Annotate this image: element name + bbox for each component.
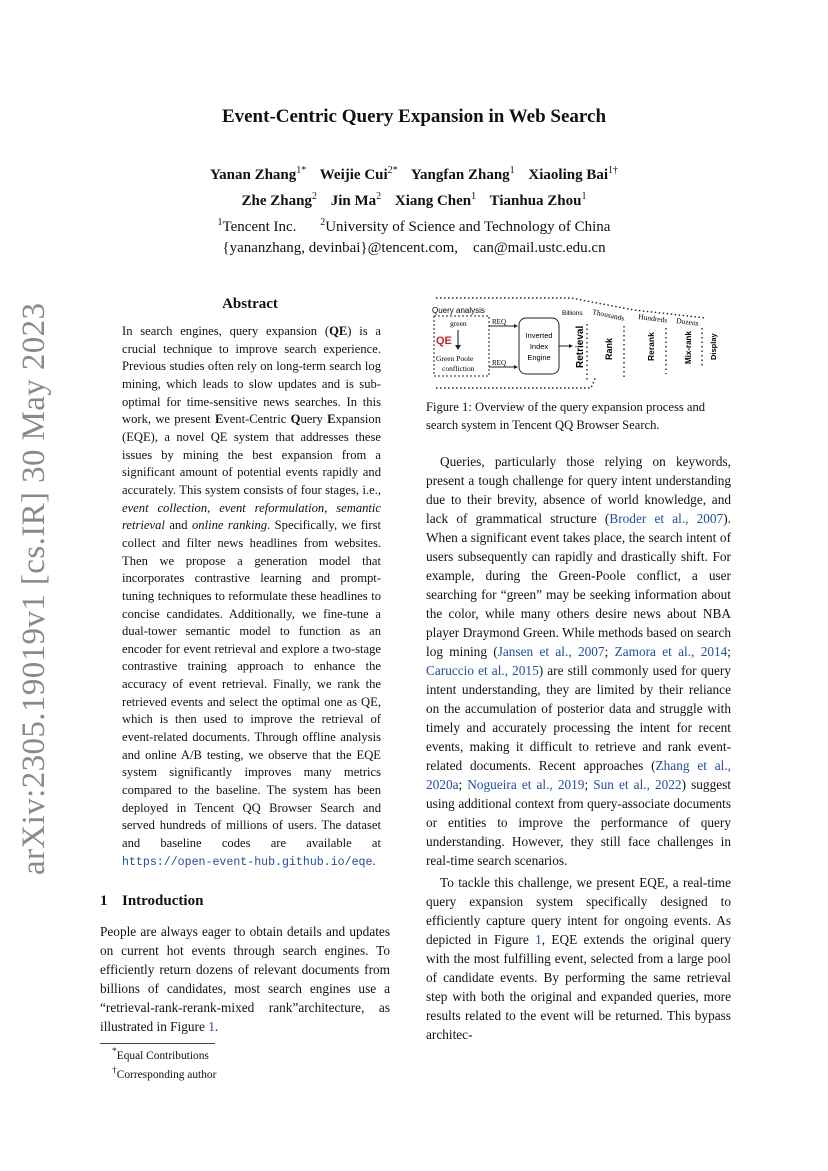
author-affiliation-mark: 1† xyxy=(608,165,619,176)
author-name: Yangfan Zhang xyxy=(410,167,510,183)
figure-1-diagram xyxy=(426,290,731,400)
figure-1-caption: Figure 1: Overview of the query expansion process and search system in Tencent QQ Browser Search. xyxy=(426,400,706,432)
author-emails: {yananzhang, devinbai}@tencent.com, can@mail.ustc.edu.cn xyxy=(222,240,606,256)
author-affiliation-mark: 1 xyxy=(509,165,515,176)
affiliation-tencent: Tencent Inc. xyxy=(222,219,297,235)
req-label-top: REQ xyxy=(492,318,506,326)
author-affiliation-mark: 2* xyxy=(387,165,398,176)
stage-rerank-label: Rerank xyxy=(646,332,656,361)
author-name: Zhe Zhang xyxy=(241,193,312,209)
section-heading-introduction: 1 Introduction xyxy=(100,893,204,909)
stage-mixrank-label: Mix-rank xyxy=(684,331,693,364)
citation-link[interactable]: Caruccio et al., 2015 xyxy=(426,663,539,678)
req-arrowhead-top xyxy=(514,324,518,328)
abstract-heading: Abstract xyxy=(222,296,278,312)
author-affiliation-mark: 1 xyxy=(581,191,587,202)
footnote-corresponding-author: †Corresponding author xyxy=(112,1066,217,1082)
author-affiliation-mark: 2 xyxy=(311,191,317,202)
stage-display-label: Display xyxy=(709,333,718,360)
author-block xyxy=(0,160,828,259)
citation-link[interactable]: Broder et al., 2007 xyxy=(609,511,724,526)
author-name: Yanan Zhang xyxy=(209,167,297,183)
funnel-bottom-border xyxy=(436,376,596,388)
author-name: Xiaoling Bai xyxy=(528,167,609,183)
citation-link[interactable]: Zamora et al., 2014 xyxy=(614,644,728,659)
author-name: Xiang Chen xyxy=(394,193,472,209)
req-arrowhead-bottom xyxy=(514,365,518,369)
req-label-bottom: REQ xyxy=(492,359,506,367)
author-names-line-2 xyxy=(0,186,828,212)
affiliations xyxy=(0,212,828,238)
figure-reference-link[interactable]: 1 xyxy=(208,1019,215,1034)
query-analysis-label: Query analysis xyxy=(432,306,485,315)
paper-title: Event-Centric Query Expansion in Web Search xyxy=(221,106,607,127)
stage-rank-label: Rank xyxy=(604,337,614,360)
citation-link[interactable]: Jansen et al., 2007 xyxy=(497,644,605,659)
figure-reference-link[interactable]: 1 xyxy=(535,932,542,947)
author-name: Weijie Cui xyxy=(319,167,388,183)
author-affiliation-mark: 1 xyxy=(471,191,477,202)
citation-link[interactable]: Sun et al., 2022 xyxy=(593,777,682,792)
engine-label-line-2: Index xyxy=(529,342,549,351)
author-affiliation-mark: 2 xyxy=(376,191,382,202)
qe-label: QE xyxy=(436,335,452,347)
engine-arrowhead xyxy=(569,344,573,348)
author-name: Jin Ma xyxy=(330,193,377,209)
right-paragraph-2: To tackle this challenge, we present EQE, a real-time query expansion system specifically designed to efficiently capture query intent for ongoing events. As depicted in Figure 1, EQE extends the original query with the most fulfilling event, selected from a large pool of candidate events. By performing the same retrieval step with both the original and expanded queries, more results related to the event will be returned. This bypass architec- xyxy=(426,875,731,1042)
qe-arrowhead xyxy=(455,345,461,350)
author-name: Tianhua Zhou xyxy=(489,193,582,209)
citation-link[interactable]: Nogueira et al., 2019 xyxy=(467,777,585,792)
query-expansion-diagram xyxy=(426,290,731,400)
billions-label: Billions xyxy=(562,310,583,317)
affiliation-mark: 2 xyxy=(320,217,326,228)
confliction-label: confliction xyxy=(442,364,475,373)
stage-retrieval-label: Retrieval xyxy=(575,325,586,368)
arxiv-identifier-stamp: arXiv:2305.19019v1 [cs.IR] 30 May 2023 xyxy=(16,302,52,875)
introduction-body xyxy=(100,922,390,1036)
author-affiliation-mark: 1* xyxy=(296,165,307,176)
right-column-body xyxy=(426,452,731,1044)
abstract-body xyxy=(122,323,381,871)
query-green-label: green xyxy=(450,319,467,328)
footnote-rule xyxy=(100,1043,215,1044)
citation-link[interactable]: Zhang et al., 2020a xyxy=(426,758,731,792)
author-names-line-1 xyxy=(0,160,828,186)
hundreds-label: Hundreds xyxy=(637,312,668,325)
footnote-equal-contribution: *Equal Contributions xyxy=(112,1047,209,1062)
intro-paragraph: People are always eager to obtain details and updates on current hot events through search engines. To efficiently return dozens of relevant documents from billions of candidates, most search engines use a “retrieval-rank-rerank-mixed rank”architecture, as illustrated in Figure 1. xyxy=(100,924,390,1034)
affiliation-mark: 1 xyxy=(217,217,223,228)
green-poole-label: Green Poole xyxy=(436,354,474,363)
affiliation-ustc: University of Science and Technology of China xyxy=(325,219,611,235)
footnotes xyxy=(112,1045,216,1084)
abstract-paragraph: In search engines, query expansion (QE) is a crucial technique to improve search experience. Previous studies often rely on long-term search log mining, which leads to slow updates and is sub-optimal for time-sensitive news searches. In this work, we present Event-Centric Query Expansion (EQE), a novel QE system that addresses these issues by mining the best expansion from a significant amount of potential events rapidly and accurately. This system consists of four stages, i.e., event collection, event reformulation, semantic retrieval and online ranking. Specifically, we first collect and filter news headlines from websites. Then we propose a generation model that incorporates contrastive learning and prompt-tuning techniques to reformulate these headlines to concise candidates. Additionally, we fine-tune a dual-tower semantic model to function as an encoder for event retrieval and explore a two-stage contrastive training approach to enhance the accuracy of event retrieval. Finally, we rank the retrieved events and select the optimal one as QE, which is then used to improve the retrieval of event-related documents. Through offline analysis and online A/B testing, we observe that the EQE system significantly improves many metrics compared to the baseline. The system has been deployed in Tencent QQ Browser Search and served hundreds of millions of users. The dataset and baseline codes are available at https://open-event-hub.github.io/eqe. xyxy=(122,324,382,869)
engine-label-line-1: Inverted xyxy=(525,331,553,340)
dataset-url-link[interactable]: https://open-event-hub.github.io/eqe xyxy=(122,855,373,869)
dozens-label: Dozens xyxy=(675,316,700,328)
right-paragraph-1: Queries, particularly those relying on keywords, present a tough challenge for query intent understanding due to their brevity, absence of world knowledge, and lack of grammatical structure (Broder et al., 2007). When a significant event takes place, the search intent of users subsequently can rapidly and drastically shift. For example, during the Green-Poole conflict, a user searching for “green” may be seeking information about the color, while many others desire news about NBA player Draymond Green. While methods based on search log mining (Jansen et al., 2007; Zamora et al., 2014; Caruccio et al., 2015) are still commonly used for query intent understanding, they are limited by their reliance on the accumulation of posterior data and struggle with timely and accurately processing the intent for recent events, making it difficult to retrieve and rank event-related documents. Recent approaches (Zhang et al., 2020a; Nogueira et al., 2019; Sun et al., 2022) suggest using additional context from query-associate documents or entities to improve the performance of query understanding. However, they still face challenges in real-time search scenarios. xyxy=(426,454,731,868)
thousands-label: Thousands xyxy=(591,307,626,323)
engine-label-line-3: Engine xyxy=(527,353,551,362)
